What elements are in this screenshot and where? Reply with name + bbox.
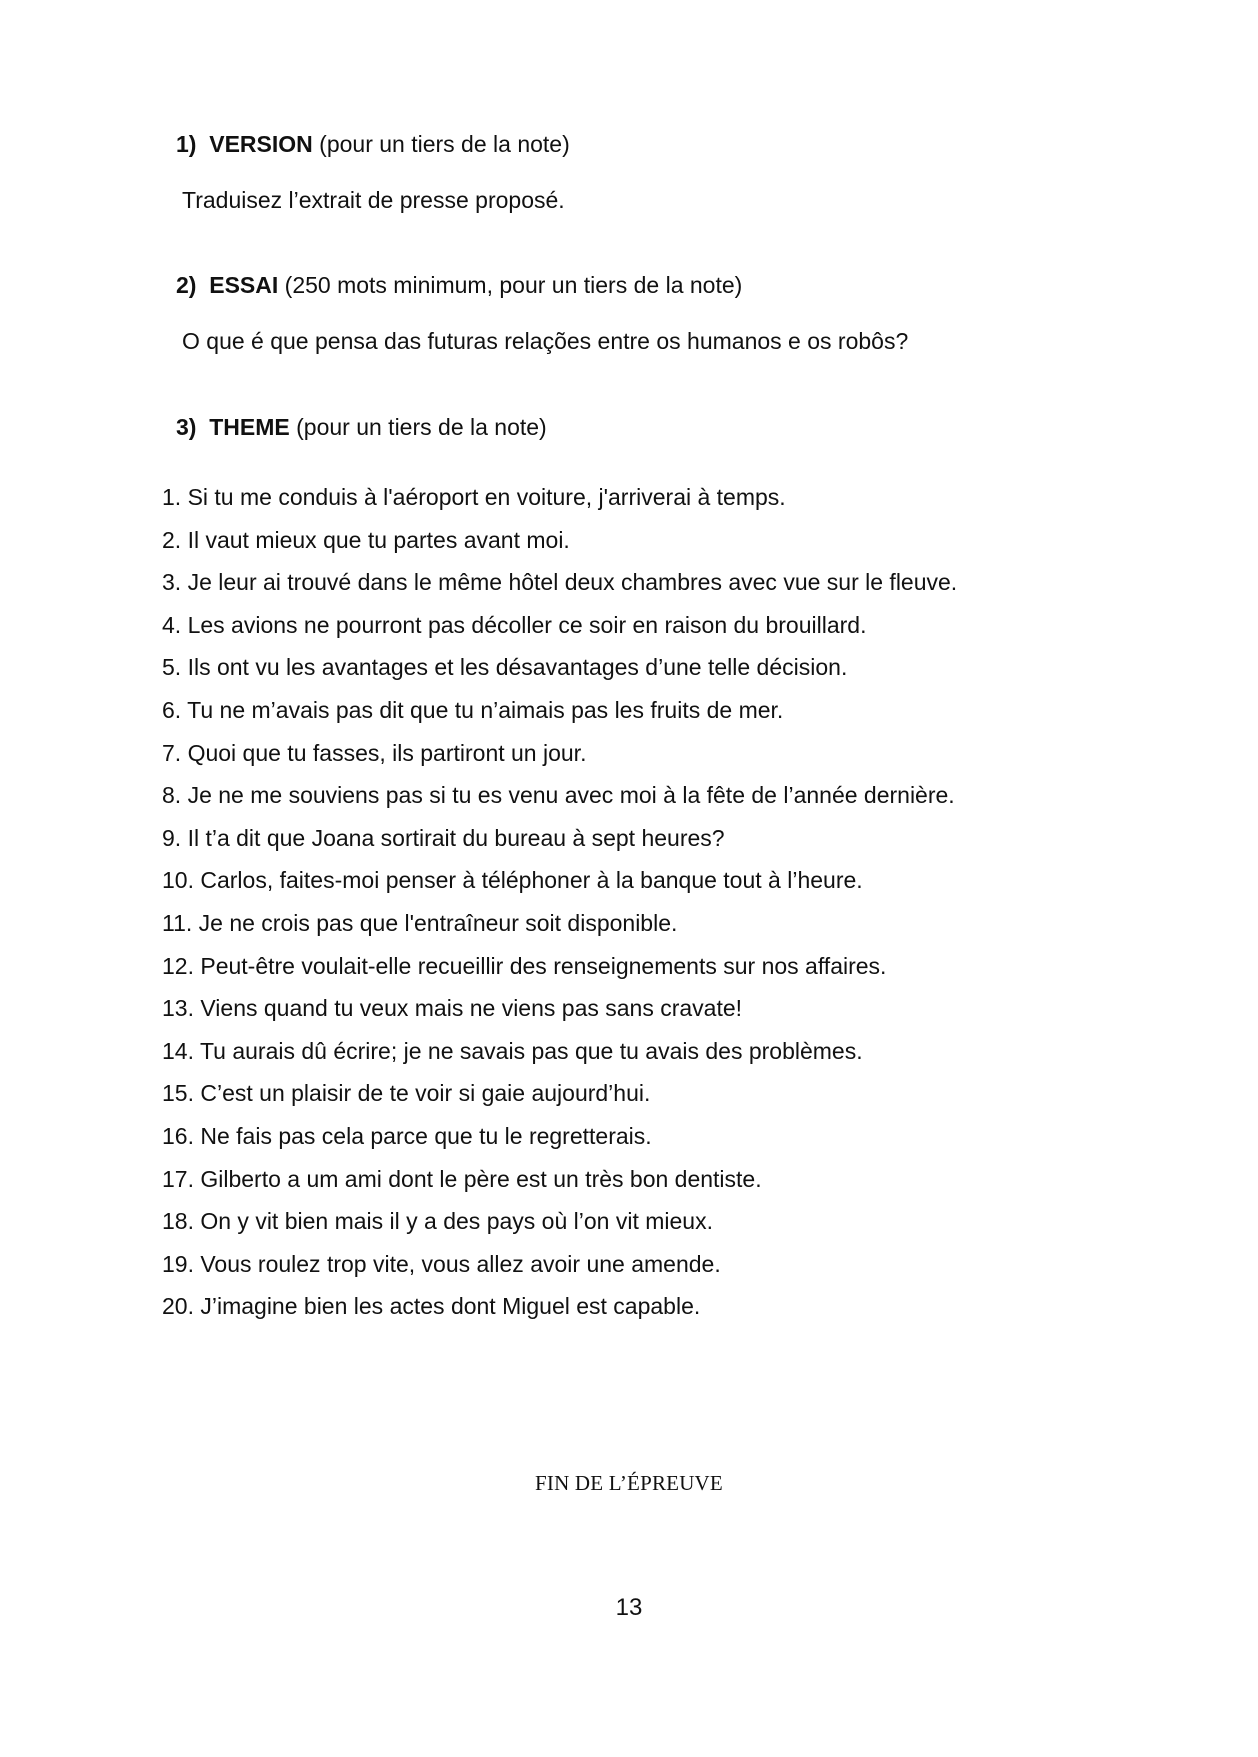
theme-sentence: 14. Tu aurais dû écrire; je ne savais pas que tu avais des problèmes. <box>162 1037 863 1064</box>
end-of-exam-text: FIN DE L’ÉPREUVE <box>535 1471 723 1495</box>
section-theme-title: THEME <box>209 414 290 440</box>
theme-sentence: 7. Quoi que tu fasses, ils partiront un jour. <box>162 739 587 766</box>
section-essai-number: 2) <box>176 272 197 298</box>
theme-sentence: 15. C’est un plaisir de te voir si gaie aujourd’hui. <box>162 1080 651 1107</box>
theme-sentence: 4. Les avions ne pourront pas décoller ce soir en raison du brouillard. <box>162 611 867 638</box>
section-version-title: VERSION <box>209 131 313 157</box>
section-essai-note: (250 mots minimum, pour un tiers de la note) <box>284 272 743 298</box>
theme-sentence: 1. Si tu me conduis à l'aéroport en voiture, j'arriverai à temps. <box>162 484 786 510</box>
section-essai-heading <box>176 270 742 300</box>
theme-sentence: 5. Ils ont vu les avantages et les désavantages d’une telle décision. <box>162 654 848 681</box>
theme-sentence: 12. Peut-être voulait-elle recueillir des renseignements sur nos affaires. <box>162 952 887 979</box>
section-theme-note: (pour un tiers de la note) <box>296 414 547 440</box>
theme-sentence: 8. Je ne me souviens pas si tu es venu avec moi à la fête de l’année dernière. <box>162 782 955 809</box>
section-theme-number: 3) <box>176 414 197 440</box>
theme-sentence: 11. Je ne crois pas que l'entraîneur soit disponible. <box>162 909 678 936</box>
theme-sentence: 17. Gilberto a um ami dont le père est un très bon dentiste. <box>162 1165 762 1192</box>
section-version-instruction: Traduisez l’extrait de presse proposé. <box>182 187 565 213</box>
section-version-number: 1) <box>176 131 197 157</box>
theme-sentence: 18. On y vit bien mais il y a des pays où l’on vit mieux. <box>162 1208 713 1235</box>
section-theme-heading <box>176 412 547 442</box>
section-version-heading <box>176 129 570 159</box>
theme-sentence: 13. Viens quand tu veux mais ne viens pas sans cravate! <box>162 995 743 1022</box>
theme-sentence: 3. Je leur ai trouvé dans le même hôtel deux chambres avec vue sur le fleuve. <box>162 569 958 596</box>
section-version-note: (pour un tiers de la note) <box>319 131 570 157</box>
theme-sentence-list <box>162 482 957 1334</box>
theme-sentence: 9. Il t’a dit que Joana sortirait du bureau à sept heures? <box>162 824 725 851</box>
section-essai-instruction: O que é que pensa das futuras relações entre os humanos e os robôs? <box>182 328 909 354</box>
page-number: 13 <box>615 1594 643 1621</box>
theme-sentence: 6. Tu ne m’avais pas dit que tu n’aimais pas les fruits de mer. <box>162 696 784 723</box>
theme-sentence: 20. J’imagine bien les actes dont Miguel est capable. <box>162 1293 701 1320</box>
theme-sentence: 2. Il vaut mieux que tu partes avant moi. <box>162 526 570 553</box>
section-essai-title: ESSAI <box>209 272 279 298</box>
theme-sentence: 16. Ne fais pas cela parce que tu le regretterais. <box>162 1122 652 1149</box>
theme-sentence: 10. Carlos, faites-moi penser à téléphoner à la banque tout à l’heure. <box>162 867 863 894</box>
theme-sentence: 19. Vous roulez trop vite, vous allez avoir une amende. <box>162 1250 721 1277</box>
